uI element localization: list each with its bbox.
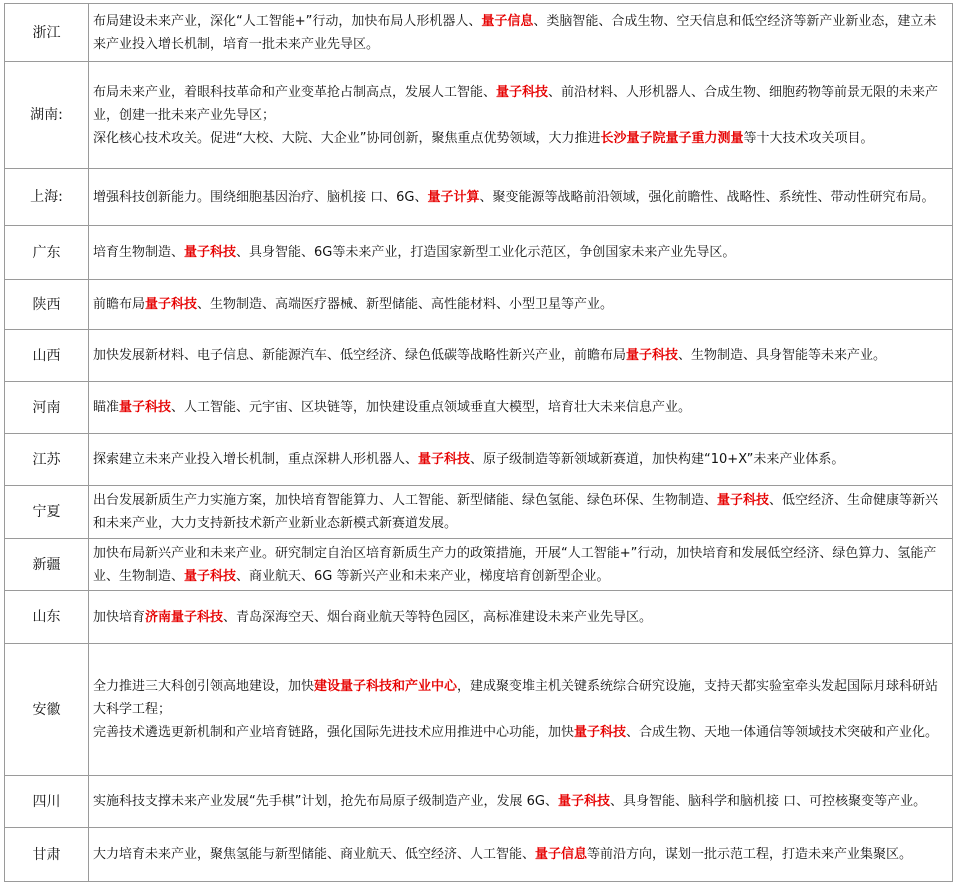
policy-content-cell bbox=[89, 539, 953, 591]
province-cell: 新疆 bbox=[5, 539, 89, 591]
policy-content-cell bbox=[89, 330, 953, 382]
policy-content-cell bbox=[89, 486, 953, 539]
policy-text: 出台发展新质生产力实施方案，加快培育智能算力、人工智能、新型储能、绿色氢能、绿色环保、生物制造、 bbox=[93, 493, 718, 508]
policy-text: 前瞻布局 bbox=[93, 297, 146, 312]
policy-text: 加快培育 bbox=[93, 609, 146, 625]
policy-text: ，建成聚变堆主机关键系统综合研究设施，支持天都实验室牵头发起国际月球科研站大科学工程； bbox=[93, 679, 939, 717]
policy-text: 等前沿方向，谋划一批示范工程，打造未来产业集聚区。 bbox=[587, 847, 913, 862]
policy-text: 、青岛深海空天、烟台商业航天等特色园区，高标准建设未来产业先导区。 bbox=[223, 609, 653, 625]
policy-text: 完善技术遴选更新机制和产业培育链路，强化国际先进技术应用推进中心功能，加快 bbox=[93, 725, 575, 740]
policy-text: 加快布局新兴产业和未来产业。研究制定自治区培育新质生产力的政策措施，开展“人工智能+”行动，加快培育和发展低空经济、绿色算力、氢能产业、生物制造、 bbox=[93, 545, 937, 584]
policy-text: 探索建立未来产业投入增长机制，重点深耕人形机器人、 bbox=[93, 452, 419, 467]
policy-content-cell bbox=[89, 226, 953, 280]
province-cell: 山西 bbox=[5, 330, 89, 382]
table-row bbox=[5, 434, 953, 486]
province-cell: 河南 bbox=[5, 382, 89, 434]
policy-text: 加快发展新材料、电子信息、新能源汽车、低空经济、绿色低碳等战略性新兴产业，前瞻布局 bbox=[93, 348, 627, 363]
policy-table-body bbox=[5, 4, 953, 882]
policy-text: 、生物制造、高端医疗器械、新型储能、高性能材料、小型卫星等产业。 bbox=[197, 297, 614, 312]
policy-text: 、合成生物、天地一体通信等领域技术突破和产业化。 bbox=[626, 725, 939, 740]
policy-text: 瞄准 bbox=[93, 400, 120, 415]
highlighted-keyword: 长沙量子院量子重力测量 bbox=[600, 130, 744, 146]
table-row bbox=[5, 486, 953, 539]
policy-text: 、商业航天、6G 等新兴产业和未来产业，梯度培育创新型企业。 bbox=[236, 568, 610, 584]
province-cell: 浙江 bbox=[5, 4, 89, 62]
policy-paragraph bbox=[93, 344, 948, 367]
policy-text: 实施科技支撑未来产业发展“先手棋”计划，抢先布局原子级制造产业，发展 6G、 bbox=[93, 794, 558, 809]
policy-paragraph bbox=[93, 448, 948, 471]
policy-text: 、类脑智能、合成生物、空天信息和低空经济等新产业新业态，建立未来产业投入增长机制，培育一批未来产业先导区。 bbox=[93, 13, 937, 52]
policy-paragraph bbox=[93, 241, 948, 264]
policy-paragraph bbox=[93, 186, 948, 209]
policy-text: 、人工智能、元宇宙、区块链等，加快建设重点领域垂直大模型，培育壮大未来信息产业。 bbox=[171, 400, 692, 415]
policy-text: 、具身智能、6G等未来产业，打造国家新型工业化示范区，争创国家未来产业先导区。 bbox=[236, 245, 736, 260]
highlighted-keyword: 济南量子科技 bbox=[145, 609, 224, 625]
province-cell: 湖南: bbox=[5, 62, 89, 169]
policy-paragraph bbox=[93, 542, 948, 588]
table-row bbox=[5, 539, 953, 591]
province-cell: 安徽 bbox=[5, 644, 89, 776]
policy-content-cell bbox=[89, 62, 953, 169]
policy-content-cell bbox=[89, 591, 953, 644]
highlighted-keyword: 量子科技 bbox=[145, 297, 198, 312]
policy-content-cell bbox=[89, 828, 953, 882]
policy-table bbox=[4, 3, 953, 882]
policy-text: 培育生物制造、 bbox=[93, 245, 185, 260]
province-cell: 宁夏 bbox=[5, 486, 89, 539]
policy-content-cell bbox=[89, 4, 953, 62]
policy-paragraph bbox=[93, 293, 948, 316]
highlighted-keyword: 量子科技 bbox=[496, 84, 549, 100]
highlighted-keyword: 量子科技 bbox=[184, 245, 237, 260]
highlighted-keyword: 量子信息 bbox=[481, 13, 534, 29]
policy-text: 、低空经济、生命健康等新兴和未来产业，大力支持新技术新产业新业态新模式新赛道发展。 bbox=[93, 493, 939, 531]
province-cell: 江苏 bbox=[5, 434, 89, 486]
highlighted-keyword: 量子计算 bbox=[427, 189, 480, 205]
policy-text: 深化核心技术攻关。促进“大校、大院、大企业”协同创新，聚焦重点优势领域，大力推进 bbox=[93, 130, 601, 146]
highlighted-keyword: 量子科技 bbox=[119, 400, 172, 415]
highlighted-keyword: 量子科技 bbox=[717, 493, 770, 508]
policy-text: 、聚变能源等战略前沿领域，强化前瞻性、战略性、系统性、带动性研究布局。 bbox=[479, 189, 935, 205]
table-row bbox=[5, 828, 953, 882]
highlighted-keyword: 量子科技 bbox=[418, 452, 471, 467]
policy-paragraph bbox=[93, 721, 948, 744]
policy-paragraph bbox=[93, 127, 948, 150]
policy-text: 大力培育未来产业，聚焦氢能与新型储能、商业航天、低空经济、人工智能、 bbox=[93, 847, 536, 862]
policy-text: 增强科技创新能力。围绕细胞基因治疗、脑机接 口、6G、 bbox=[93, 189, 428, 205]
province-cell: 上海: bbox=[5, 169, 89, 226]
table-row bbox=[5, 62, 953, 169]
table-row bbox=[5, 4, 953, 62]
table-row bbox=[5, 776, 953, 828]
province-cell: 甘肃 bbox=[5, 828, 89, 882]
policy-content-cell bbox=[89, 644, 953, 776]
policy-text: 等十大技术攻关项目。 bbox=[743, 130, 874, 146]
highlighted-keyword: 建设量子科技和产业中心 bbox=[314, 679, 458, 694]
province-cell: 陕西 bbox=[5, 280, 89, 330]
table-row bbox=[5, 382, 953, 434]
highlighted-keyword: 量子科技 bbox=[626, 348, 679, 363]
province-cell: 山东 bbox=[5, 591, 89, 644]
policy-paragraph bbox=[93, 396, 948, 419]
policy-paragraph bbox=[93, 10, 948, 56]
policy-text: 布局建设未来产业，深化“人工智能+”行动，加快布局人形机器人、 bbox=[93, 13, 482, 29]
table-row bbox=[5, 169, 953, 226]
policy-content-cell bbox=[89, 776, 953, 828]
policy-content-cell bbox=[89, 382, 953, 434]
policy-text: 、具身智能、脑科学和脑机接 口、可控核聚变等产业。 bbox=[609, 794, 927, 809]
policy-text: 、前沿材料、人形机器人、合成生物、细胞药物等前景无限的未来产业，创建一批未来产业先导区； bbox=[93, 84, 939, 123]
policy-paragraph bbox=[93, 489, 948, 535]
policy-content-cell bbox=[89, 434, 953, 486]
policy-paragraph bbox=[93, 81, 948, 127]
highlighted-keyword: 量子信息 bbox=[535, 847, 588, 862]
policy-paragraph bbox=[93, 675, 948, 721]
table-row bbox=[5, 226, 953, 280]
policy-content-cell bbox=[89, 169, 953, 226]
table-row bbox=[5, 280, 953, 330]
policy-content-cell bbox=[89, 280, 953, 330]
policy-paragraph bbox=[93, 606, 948, 629]
policy-text: 、原子级制造等新领域新赛道，加快构建“10+X”未来产业体系。 bbox=[470, 452, 845, 467]
highlighted-keyword: 量子科技 bbox=[184, 568, 237, 584]
table-row bbox=[5, 591, 953, 644]
province-cell: 广东 bbox=[5, 226, 89, 280]
table-row bbox=[5, 644, 953, 776]
policy-paragraph bbox=[93, 790, 948, 813]
policy-paragraph bbox=[93, 843, 948, 866]
policy-text: 布局未来产业，着眼科技革命和产业变革抢占制高点，发展人工智能、 bbox=[93, 84, 497, 100]
policy-text: 全力推进三大科创引领高地建设，加快 bbox=[93, 679, 315, 694]
policy-text: 、生物制造、具身智能等未来产业。 bbox=[678, 348, 887, 363]
highlighted-keyword: 量子科技 bbox=[557, 794, 610, 809]
table-row bbox=[5, 330, 953, 382]
province-cell: 四川 bbox=[5, 776, 89, 828]
highlighted-keyword: 量子科技 bbox=[574, 725, 627, 740]
